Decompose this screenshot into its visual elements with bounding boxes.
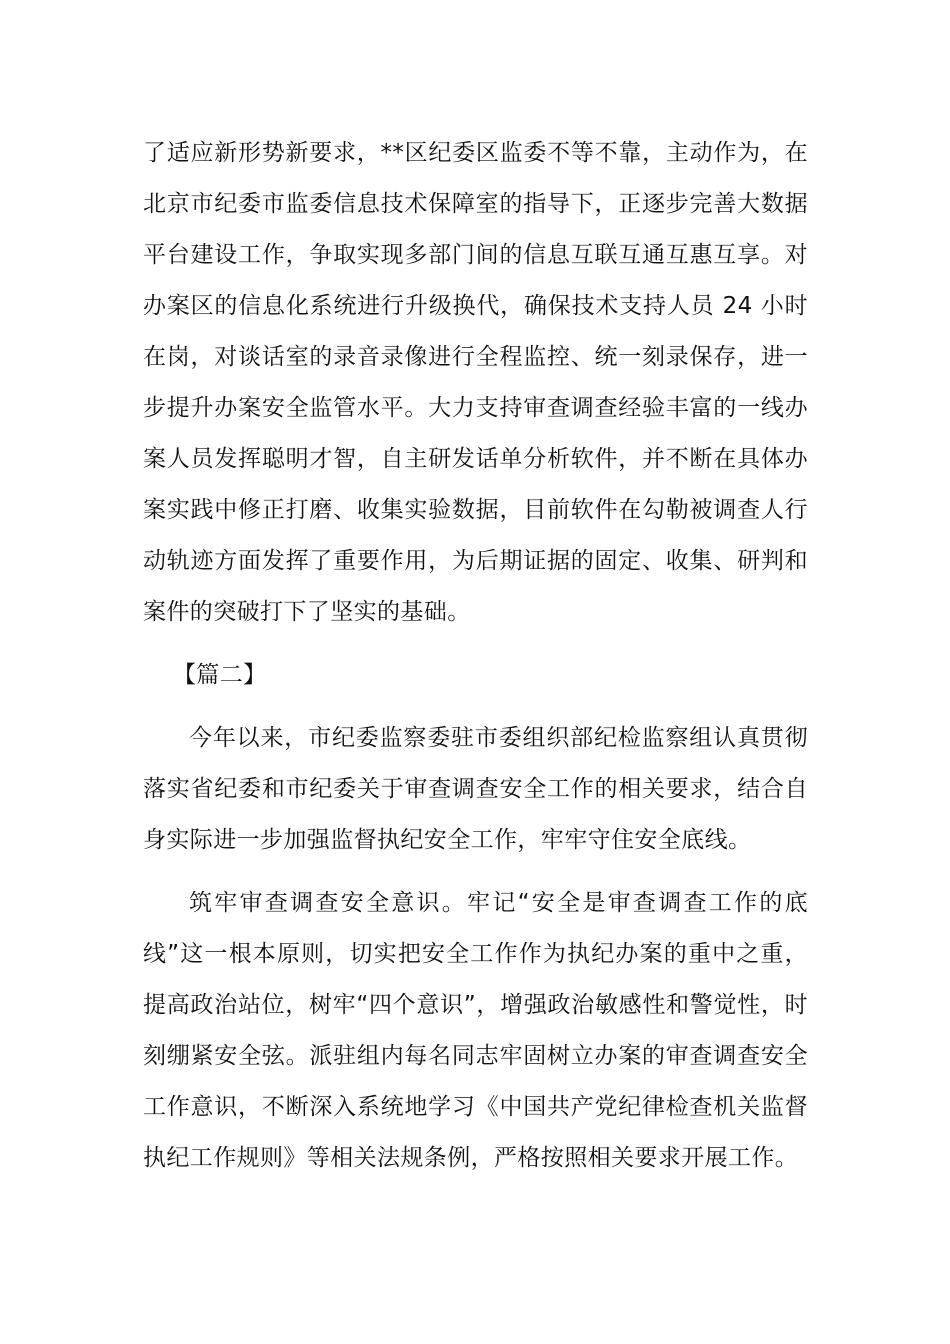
section-heading: 【篇二】: [172, 662, 267, 688]
paragraph-continuation: 了适应新形势新要求，**区纪委区监委不等不靠，主动作为，在北京市纪委市监委信息技术保障室的指导下，正逐步完善大数据平台建设工作，争取实现多部门间的信息互联互通互惠互享。对办案区的信息化系统进行升级换代，确保技术支持人员 24 小时在岗，对谈话室的录音录像进行全程监控、统一刻录保存，进一步提升办案安全监管水平。大力支持审查调查经验丰富的一线办案人员发挥聪明才智，自主研发话单分析软件，并不断在具体办案实践中修正打磨、收集实验数据，目前软件在勾勒被调查人行动轨迹方面发挥了重要作用，为后期证据的固定、收集、研判和案件的突破打下了坚实的基础。: [143, 140, 808, 625]
document-body: [143, 128, 808, 1184]
paragraph-safety-awareness: 筑牢审查调查安全意识。牢记“安全是审查调查工作的底线”这一根本原则，切实把安全工作作为执纪办案的重中之重，提高政治站位，树牢“四个意识”，增强政治敏感性和警觉性，时刻绷紧安全弦。派驻组内每名同志牢固树立办案的审查调查安全工作意识，不断深入系统地学习《中国共产党纪律检查机关监督执纪工作规则》等相关法规条例，严格按照相关要求开展工作。: [143, 890, 808, 1171]
paragraph-intro: 今年以来，市纪委监察委驻市委组织部纪检监察组认真贯彻落实省纪委和市纪委关于审查调查安全工作的相关要求，结合自身实际进一步加强监督执纪安全工作，牢牢守住安全底线。: [143, 725, 808, 853]
